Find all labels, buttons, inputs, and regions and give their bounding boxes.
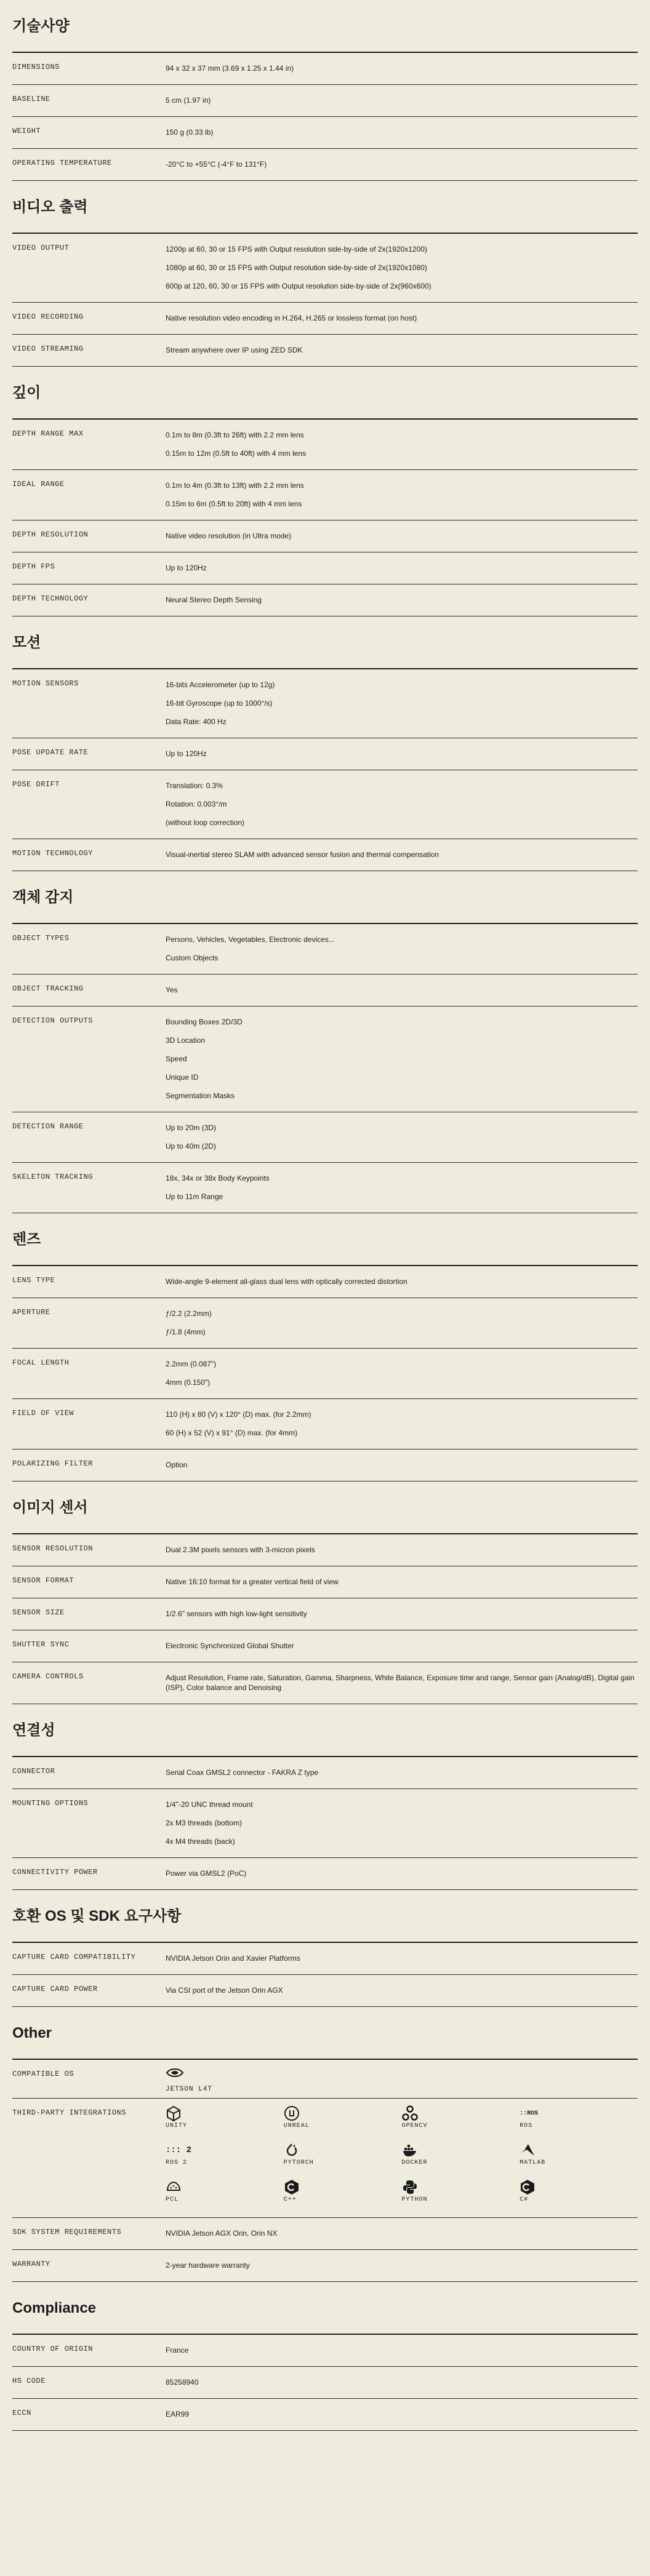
spec-label: DETECTION RANGE [12, 1122, 84, 1131]
spec-value: 16-bits Accelerometer (up to 12g) [166, 680, 275, 689]
spec-label: OBJECT TYPES [12, 934, 70, 943]
pcl-icon [166, 2179, 284, 2195]
section [12, 375, 638, 616]
spec-row-integrations [12, 2099, 638, 2218]
spec-label: DIMENSIONS [12, 63, 60, 71]
spec-value: Power via GMSL2 (PoC) [166, 1869, 247, 1878]
integration-name: MATLAB [520, 2159, 546, 2166]
spec-row-motion-sensors [12, 669, 638, 738]
spec-label: COMPATIBLE OS [12, 2070, 74, 2078]
spec-value: Up to 11m Range [166, 1192, 223, 1201]
spec-row-eccn [12, 2399, 638, 2431]
spec-values [166, 117, 638, 148]
spec-label: APERTURE [12, 1308, 50, 1317]
spec-value: 150 g (0.33 lb) [166, 128, 214, 137]
spec-row-operating-temperature [12, 149, 638, 181]
integration-item-unity [166, 2105, 284, 2134]
spec-values [166, 234, 638, 302]
integration-name: PYTORCH [283, 2159, 314, 2166]
spec-value: 0.15m to 6m (0.5ft to 20ft) with 4 mm lens [166, 500, 302, 508]
spec-values [166, 1112, 638, 1162]
spec-values [166, 1449, 638, 1481]
spec-row-capture-card-power [12, 1975, 638, 2007]
spec-row-sensor-resolution [12, 1534, 638, 1566]
spec-row-pose-drift [12, 770, 638, 839]
spec-label: SDK SYSTEM REQUIREMENTS [12, 2228, 122, 2236]
spec-values [166, 584, 638, 616]
spec-row-country-of-origin [12, 2335, 638, 2367]
matlab-icon [520, 2142, 638, 2158]
spec-label: SENSOR RESOLUTION [12, 1544, 93, 1553]
spec-row-mounting-options [12, 1789, 638, 1858]
spec-label: POSE DRIFT [12, 780, 60, 789]
spec-values [166, 1943, 638, 1974]
spec-label: MOTION TECHNOLOGY [12, 849, 93, 858]
section-other [12, 2016, 638, 2282]
spec-label: WEIGHT [12, 127, 41, 135]
integration-name: C# [520, 2196, 529, 2203]
spec-label: BASELINE [12, 95, 50, 103]
spec-label: COUNTRY OF ORIGIN [12, 2345, 93, 2353]
spec-label: MOUNTING OPTIONS [12, 1799, 89, 1808]
spec-label: IDEAL RANGE [12, 480, 65, 488]
ros2-icon-glyph: ::: 2 [166, 2145, 192, 2155]
spec-value: Bounding Boxes 2D/3D [166, 1018, 243, 1026]
section-title: 연결성 [12, 1722, 55, 1739]
spec-value: 2-year hardware warranty [166, 2261, 250, 2270]
integration-item-unreal [284, 2105, 402, 2134]
spec-values [166, 839, 638, 871]
spec-values [166, 1007, 638, 1112]
spec-value: Speed [166, 1055, 187, 1063]
spec-values [166, 1662, 638, 1704]
spec-value: Up to 20m (3D) [166, 1123, 217, 1132]
other-rows [12, 2218, 638, 2282]
spec-value: Dual 2.3M pixels sensors with 3-micron pixels [166, 1545, 315, 1554]
spec-row-field-of-view [12, 1399, 638, 1449]
spec-label: WARRANTY [12, 2260, 50, 2268]
section-compliance [12, 2291, 638, 2431]
spec-value: Native resolution video encoding in H.264, H.265 or lossless format (on host) [166, 314, 417, 322]
section [12, 1899, 638, 2007]
spec-value: Option [166, 1461, 188, 1469]
spec-values [166, 2060, 638, 2098]
spec-values [166, 2218, 638, 2249]
spec-label: POSE UPDATE RATE [12, 748, 89, 757]
spec-label: CONNECTOR [12, 1767, 55, 1776]
section-title: 모션 [12, 634, 41, 651]
spec-label: OPERATING TEMPERATURE [12, 159, 112, 167]
spec-value: Native video resolution (in Ultra mode) [166, 532, 292, 540]
spec-label: VIDEO OUTPUT [12, 244, 70, 252]
section-title: 객체 감지 [12, 889, 74, 906]
spec-values [166, 520, 638, 552]
spec-values [166, 2099, 638, 2217]
csharp-icon [520, 2179, 638, 2195]
spec-label: DETECTION OUTPUTS [12, 1016, 93, 1025]
spec-values [166, 738, 638, 770]
integration-name: C++ [283, 2196, 297, 2203]
spec-label: ECCN [12, 2409, 31, 2417]
spec-value: 5 cm (1.97 in) [166, 96, 211, 105]
spec-row-ideal-range [12, 470, 638, 520]
spec-row-object-tracking [12, 975, 638, 1007]
spec-sections [12, 9, 638, 2007]
spec-values [166, 2250, 638, 2281]
spec-row-aperture [12, 1298, 638, 1349]
integration-item-docker [402, 2142, 520, 2171]
spec-value: 1200p at 60, 30 or 15 FPS with Output resolution side-by-side of 2x(1920x1200) [166, 245, 427, 253]
section-title: 렌즈 [12, 1231, 41, 1248]
spec-values [166, 303, 638, 334]
spec-label: HS CODE [12, 2377, 46, 2385]
integration-item-pytorch [284, 2142, 402, 2171]
spec-row-connector [12, 1757, 638, 1789]
spec-values [166, 1349, 638, 1398]
integration-name: ROS 2 [166, 2159, 188, 2166]
unreal-icon [284, 2105, 402, 2121]
integration-name: OPENCV [401, 2123, 428, 2129]
spec-row-dimensions [12, 53, 638, 85]
spec-row-video-recording [12, 303, 638, 335]
spec-value: 18x, 34x or 38x Body Keypoints [166, 1174, 270, 1182]
integration-name: PYTHON [401, 2196, 428, 2203]
spec-value: 94 x 32 x 37 mm (3.69 x 1.25 x 1.44 in) [166, 64, 294, 73]
spec-values [166, 1789, 638, 1857]
spec-label: FOCAL LENGTH [12, 1358, 70, 1367]
spec-value: Via CSI port of the Jetson Orin AGX [166, 1986, 283, 1995]
spec-row-sdk-system-requirements [12, 2218, 638, 2250]
spec-row-depth-resolution [12, 520, 638, 552]
integration-name: PCL [166, 2196, 179, 2203]
spec-row-detection-range [12, 1112, 638, 1163]
spec-value: 1080p at 60, 30 or 15 FPS with Output resolution side-by-side of 2x(1920x1080) [166, 263, 427, 272]
spec-values [166, 1975, 638, 2006]
spec-value: 0.1m to 4m (0.3ft to 13ft) with 2.2 mm lens [166, 481, 304, 490]
spec-values [166, 1598, 638, 1630]
spec-value: 110 (H) x 80 (V) x 120° (D) max. (for 2.2mm) [166, 1410, 311, 1419]
spec-row-camera-controls [12, 1662, 638, 1704]
integration-item-c [520, 2179, 638, 2207]
spec-values [166, 975, 638, 1006]
spec-values [166, 770, 638, 839]
spec-value: 3D Location [166, 1036, 206, 1045]
spec-label: SKELETON TRACKING [12, 1173, 93, 1181]
spec-row-skeleton-tracking [12, 1163, 638, 1213]
spec-row-connectivity-power [12, 1858, 638, 1890]
spec-label: DEPTH RANGE MAX [12, 429, 84, 438]
spec-value: 16-bit Gyroscope (up to 1000°/s) [166, 699, 273, 708]
spec-value: Segmentation Masks [166, 1091, 235, 1100]
spec-label: DEPTH FPS [12, 562, 55, 571]
spec-row-depth-technology [12, 584, 638, 616]
spec-value: ƒ/2.2 (2.2mm) [166, 1309, 212, 1318]
spec-row-sensor-size [12, 1598, 638, 1630]
integration-item-c [284, 2179, 402, 2207]
spec-value: 2x M3 threads (bottom) [166, 1819, 243, 1827]
section-title-compliance: Compliance [12, 2300, 97, 2316]
section-title-other: Other [12, 2025, 52, 2041]
spec-label: SHUTTER SYNC [12, 1640, 70, 1649]
spec-label: OBJECT TRACKING [12, 984, 84, 993]
spec-value: ƒ/1.8 (4mm) [166, 1328, 206, 1336]
spec-value: Native 16:10 format for a greater vertical field of view [166, 1577, 339, 1586]
compliance-rows [12, 2335, 638, 2431]
spec-value: Electronic Synchronized Global Shutter [166, 1641, 294, 1650]
spec-values [166, 149, 638, 180]
section-title: 깊이 [12, 385, 41, 401]
spec-value: Neural Stereo Depth Sensing [166, 596, 262, 604]
spec-value: 1/2.6" sensors with high low-light sensitivity [166, 1609, 307, 1618]
spec-values [166, 1163, 638, 1213]
ros-icon [520, 2105, 638, 2121]
spec-value: (without loop correction) [166, 818, 245, 827]
spec-value: Adjust Resolution, Frame rate, Saturation, Gamma, Sharpness, White Balance, Exposure time and range, Sensor gain (Analog/dB), Digital gain (ISP), Color balance and Denoising [166, 1673, 635, 1692]
section-title: 비디오 출력 [12, 199, 88, 215]
spec-value: 600p at 120, 60, 30 or 15 FPS with Output resolution side-by-side of 2x(960x600) [166, 282, 431, 290]
integration-name: UNREAL [283, 2123, 310, 2129]
section [12, 1222, 638, 1481]
spec-values [166, 1266, 638, 1298]
section-title: 호환 OS 및 SDK 요구사항 [12, 1908, 182, 1924]
spec-values [166, 53, 638, 84]
spec-label: FIELD OF VIEW [12, 1409, 74, 1418]
spec-label: CONNECTIVITY POWER [12, 1868, 98, 1876]
integration-item-ros-2 [166, 2142, 284, 2171]
spec-row-object-types [12, 924, 638, 975]
spec-values [166, 2335, 638, 2366]
spec-value: Serial Coax GMSL2 connector - FAKRA Z type [166, 1768, 319, 1777]
spec-row-polarizing-filter [12, 1449, 638, 1481]
spec-row-warranty [12, 2250, 638, 2282]
spec-value: 1/4"-20 UNC thread mount [166, 1800, 253, 1809]
integrations-grid [166, 2103, 638, 2212]
spec-value: 4x M4 threads (back) [166, 1837, 235, 1846]
spec-values [166, 420, 638, 469]
spec-value: Visual-inertial stereo SLAM with advanced sensor fusion and thermal compensation [166, 850, 439, 859]
spec-value: NVIDIA Jetson AGX Orin, Orin NX [166, 2229, 278, 2238]
spec-value: Unique ID [166, 1073, 199, 1082]
integration-name: ROS [520, 2123, 533, 2129]
compatible-os-name: JETSON L4T [166, 2086, 213, 2093]
spec-value: Up to 40m (2D) [166, 1142, 217, 1150]
spec-row-sensor-format [12, 1566, 638, 1598]
section [12, 189, 638, 367]
docker-icon [402, 2142, 520, 2158]
spec-sheet [0, 9, 650, 2431]
spec-row-video-streaming [12, 335, 638, 367]
pytorch-icon [284, 2142, 402, 2158]
spec-value: 60 (H) x 52 (V) x 91° (D) max. (for 4mm) [166, 1429, 298, 1437]
spec-row-detection-outputs [12, 1007, 638, 1112]
spec-value: Wide-angle 9-element all-glass dual lens with optically corrected distortion [166, 1277, 407, 1286]
spec-value: Translation: 0.3% [166, 781, 223, 790]
spec-values [166, 85, 638, 116]
spec-row-depth-range-max [12, 420, 638, 470]
integration-item-matlab [520, 2142, 638, 2171]
spec-value: 0.15m to 12m (0.5ft to 40ft) with 4 mm lens [166, 449, 307, 458]
spec-value: Persons, Vehicles, Vegetables, Electronic devices... [166, 935, 335, 944]
spec-values [166, 1630, 638, 1662]
spec-values [166, 1534, 638, 1566]
python-icon [402, 2179, 520, 2195]
spec-label: DEPTH TECHNOLOGY [12, 594, 89, 603]
spec-value: NVIDIA Jetson Orin and Xavier Platforms [166, 1954, 300, 1963]
spec-value: Data Rate: 400 Hz [166, 717, 227, 726]
spec-value: Rotation: 0.003°/m [166, 800, 227, 808]
compatible-os-item [166, 2064, 638, 2093]
spec-label: MOTION SENSORS [12, 679, 79, 688]
section [12, 9, 638, 181]
spec-value: EAR99 [166, 2410, 190, 2418]
integration-name: DOCKER [401, 2159, 428, 2166]
spec-row-weight [12, 117, 638, 149]
section [12, 625, 638, 871]
spec-value: France [166, 2346, 189, 2355]
ros2-icon [166, 2142, 284, 2158]
spec-values [166, 1298, 638, 1348]
spec-value: 4mm (0.150") [166, 1378, 211, 1387]
spec-values [166, 924, 638, 974]
spec-label: SENSOR FORMAT [12, 1576, 74, 1585]
integration-item-ros [520, 2105, 638, 2134]
cpp-icon [284, 2179, 402, 2195]
spec-values [166, 2399, 638, 2430]
spec-row-hs-code [12, 2367, 638, 2399]
section-title: 이미지 센서 [12, 1499, 88, 1516]
spec-label: THIRD-PARTY INTEGRATIONS [12, 2108, 126, 2117]
spec-value: 0.1m to 8m (0.3ft to 26ft) with 2.2 mm lens [166, 431, 304, 439]
integration-name: UNITY [166, 2123, 188, 2129]
section [12, 880, 638, 1213]
spec-label: LENS TYPE [12, 1276, 55, 1285]
spec-label: SENSOR SIZE [12, 1608, 65, 1617]
spec-row-compatible-os [12, 2060, 638, 2099]
spec-values [166, 335, 638, 366]
spec-value: Yes [166, 986, 178, 994]
spec-label: VIDEO RECORDING [12, 313, 84, 321]
ros-icon-glyph: ::ROS [520, 2110, 539, 2117]
spec-value: Up to 120Hz [166, 749, 207, 758]
spec-values [166, 1566, 638, 1598]
spec-value: Up to 120Hz [166, 564, 207, 572]
spec-value: Stream anywhere over IP using ZED SDK [166, 346, 303, 354]
opencv-icon [402, 2105, 520, 2121]
spec-label: CAPTURE CARD COMPATIBILITY [12, 1953, 136, 1961]
spec-values [166, 470, 638, 520]
section [12, 1490, 638, 1704]
spec-row-depth-fps [12, 552, 638, 584]
spec-row-capture-card-compatibility [12, 1943, 638, 1975]
spec-row-pose-update-rate [12, 738, 638, 770]
nvidia-icon [166, 2067, 638, 2082]
section-title: 기술사양 [12, 18, 70, 34]
spec-row-video-output [12, 234, 638, 303]
unity-icon [166, 2105, 284, 2121]
spec-values [166, 669, 638, 738]
spec-value: 85258940 [166, 2378, 199, 2387]
spec-values [166, 1858, 638, 1889]
spec-row-motion-technology [12, 839, 638, 871]
spec-label: POLARIZING FILTER [12, 1459, 93, 1468]
spec-value: -20°C to +55°C (-4°F to 131°F) [166, 160, 267, 169]
spec-values [166, 2367, 638, 2398]
spec-value: 2.2mm (0.087") [166, 1360, 217, 1368]
spec-row-focal-length [12, 1349, 638, 1399]
section [12, 1713, 638, 1890]
spec-label: CAMERA CONTROLS [12, 1672, 84, 1681]
spec-label: CAPTURE CARD POWER [12, 1985, 98, 1993]
spec-row-lens-type [12, 1266, 638, 1298]
integration-item-pcl [166, 2179, 284, 2207]
spec-label: DEPTH RESOLUTION [12, 530, 89, 539]
spec-values [166, 1399, 638, 1449]
spec-row-baseline [12, 85, 638, 117]
integration-item-python [402, 2179, 520, 2207]
spec-label: VIDEO STREAMING [12, 345, 84, 353]
spec-values [166, 1757, 638, 1788]
spec-values [166, 552, 638, 584]
integration-item-opencv [402, 2105, 520, 2134]
spec-value: Custom Objects [166, 954, 219, 962]
spec-row-shutter-sync [12, 1630, 638, 1662]
